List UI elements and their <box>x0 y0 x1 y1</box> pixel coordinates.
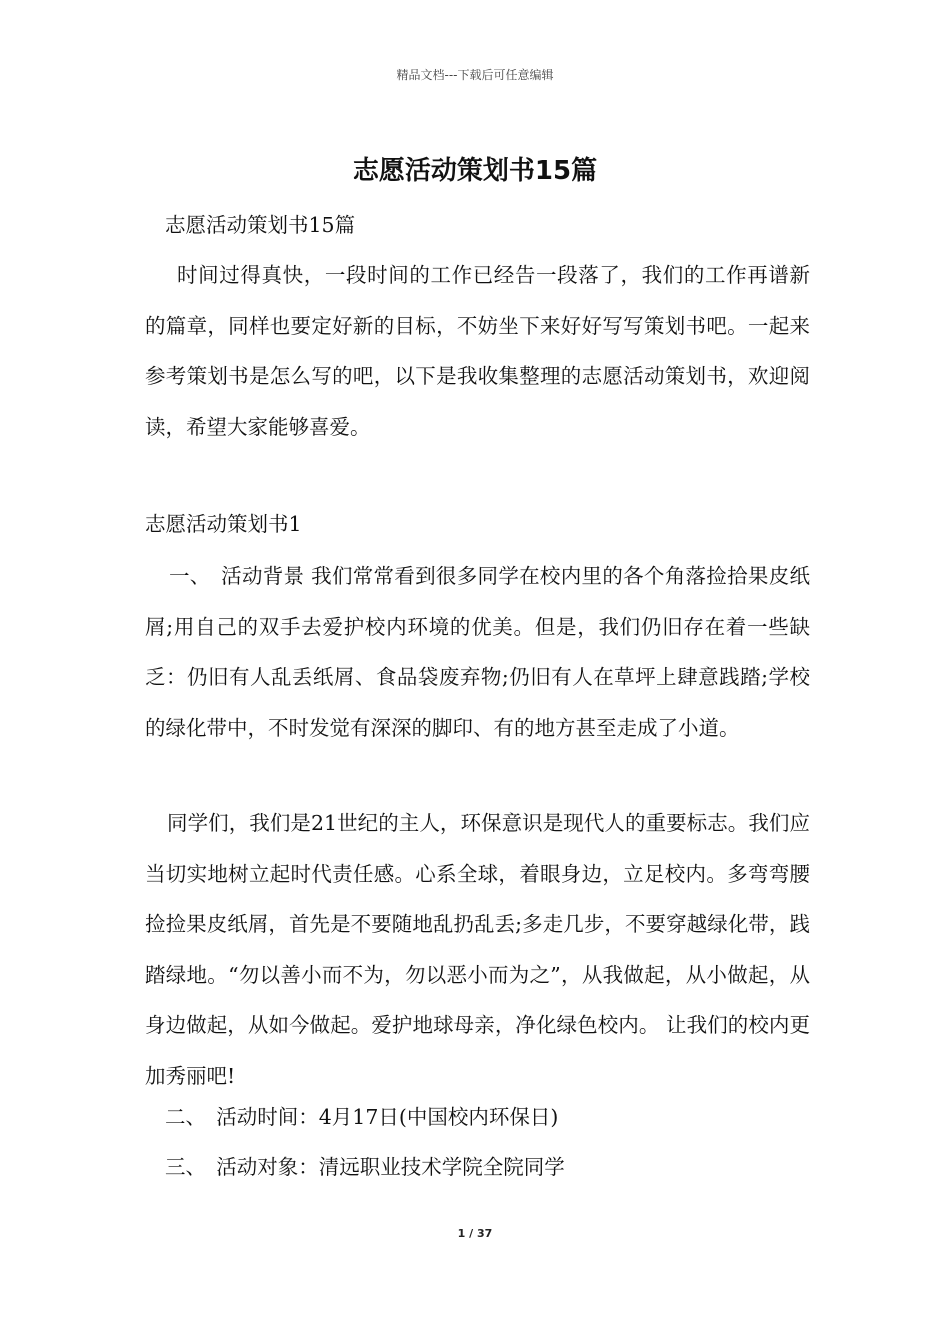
activity-time-line: 二、 活动时间：4月17日(中国校内环保日) <box>165 1105 559 1129</box>
intro-paragraph: 时间过得真快，一段时间的工作已经告一段落了，我们的工作再谱新的篇章，同样也要定好新的目标，不妨坐下来好好写写策划书吧。一起来参考策划书是怎么写的吧，以下是我收集整理的志愿活动策划书，欢迎阅读，希望大家能够喜爱。 <box>145 263 810 439</box>
document-subtitle: 志愿活动策划书15篇 <box>165 213 356 237</box>
section-heading: 志愿活动策划书1 <box>145 512 302 536</box>
header-note: 精品文档---下载后可任意编辑 <box>396 68 554 82</box>
background-paragraph: 一、 活动背景 我们常常看到很多同学在校内里的各个角落捡拾果皮纸屑;用自己的双手去爱护校内环境的优美。但是，我们仍旧存在着一些缺乏：仍旧有人乱丢纸屑、食品袋废弃物;仍旧有人在草坪上肆意践踏;学校的绿化带中，不时发觉有深深的脚印、有的地方甚至走成了小道。 <box>145 564 810 740</box>
document-title: 志愿活动策划书15篇 <box>352 156 598 186</box>
page-number: 1 / 37 <box>457 1227 493 1240</box>
students-paragraph: 同学们，我们是21世纪的主人，环保意识是现代人的重要标志。我们应当切实地树立起时代责任感。心系全球，着眼身边，立足校内。多弯弯腰捡捡果皮纸屑，首先是不要随地乱扔乱丢;多走几步，不要穿越绿化带，践踏绿地。“勿以善小而不为，勿以恶小而为之”，从我做起，从小做起，从身边做起，从如今做起。爱护地球母亲，净化绿色校内。 让我们的校内更加秀丽吧! <box>145 811 810 1088</box>
activity-target-line: 三、 活动对象：清远职业技术学院全院同学 <box>165 1155 565 1179</box>
